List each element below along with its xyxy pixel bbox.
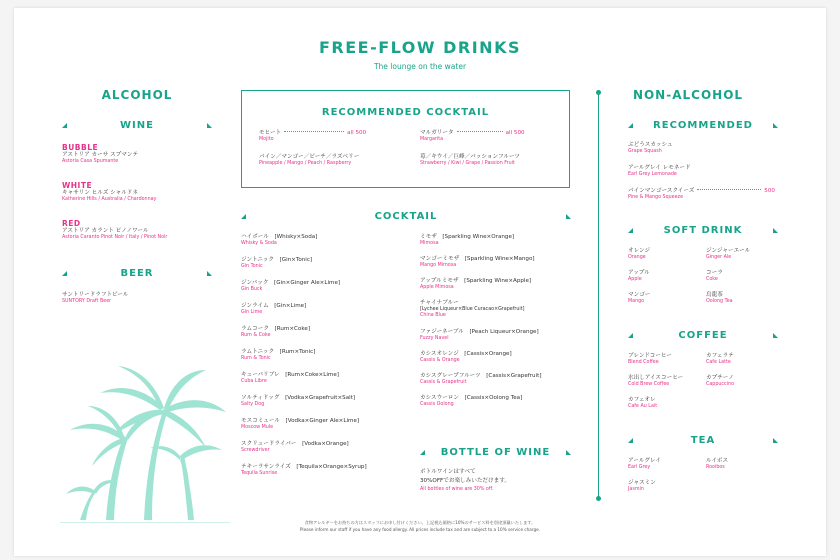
- item-name-jp: マンゴーミモザ [Sparkling Wine×Mango]: [420, 256, 535, 262]
- recommended-item: [628, 165, 691, 178]
- triangle-marker-icon: [773, 333, 778, 338]
- item-name-jp: カシスウーロン [Cassis×Oolong Tea]: [420, 395, 523, 401]
- item-name-en: Apple Mimosa: [420, 284, 454, 290]
- item-name-en: Jasmin: [628, 486, 644, 492]
- triangle-marker-icon: [207, 271, 212, 276]
- triangle-marker-icon: [628, 438, 633, 443]
- recommended-item: [628, 142, 673, 155]
- menu-item: [628, 292, 650, 305]
- column-divider: [598, 92, 599, 498]
- item-name-en: Apple: [628, 276, 642, 282]
- item-name-jp: カプチーノ: [706, 375, 734, 381]
- page-title: FREE-FLOW DRINKS: [319, 38, 521, 57]
- item-name-jp: マルガリータ: [420, 130, 454, 136]
- triangle-marker-icon: [773, 228, 778, 233]
- menu-item: [241, 418, 359, 431]
- item-name-jp: カシスグレープフルーツ [Cassis×Grapefruit]: [420, 373, 542, 379]
- item-name-jp: ぶどうスカッシュ: [628, 142, 673, 148]
- item-name-en: Gin Buck: [241, 286, 263, 292]
- menu-item: [706, 353, 734, 366]
- item-name-en: Cassis Oolong: [420, 401, 454, 407]
- item-name-jp: 苺／キウイ／巨峰／パッションフルーツ: [420, 154, 520, 160]
- item-name-en: Fuzzy Navel: [420, 335, 449, 341]
- item-name-jp: ジンジャーエール: [706, 248, 751, 254]
- recommended-cocktail-item: [420, 154, 520, 167]
- soft-drink-section-header: [628, 225, 778, 236]
- item-name-en: Tequila Sunrise: [241, 470, 278, 476]
- menu-item: [420, 373, 542, 386]
- triangle-marker-icon: [628, 123, 633, 128]
- item-name-en: Screwdriver: [241, 447, 270, 453]
- item-name-jp: ラムコーク [Rum×Coke]: [241, 326, 310, 332]
- beer-section-header: [62, 268, 212, 279]
- cocktail-label: COCKTAIL: [374, 211, 438, 222]
- item-name-jp: サントリードラフトビール: [62, 292, 129, 298]
- item-name-jp: パインマンゴースクイーズ: [628, 188, 695, 194]
- menu-item: [628, 353, 672, 366]
- palm-tree-illustration: [60, 348, 230, 523]
- item-name-jp: ジンバック [Gin×Ginger Ale×Lime]: [241, 280, 341, 286]
- category-label: BUBBLE: [62, 143, 99, 152]
- item-name-en: China Blue: [420, 312, 446, 318]
- beer-item: [62, 292, 129, 305]
- menu-item: [628, 270, 650, 283]
- menu-item: [628, 248, 650, 261]
- menu-item: [420, 234, 514, 247]
- item-name-en: Katherine Hills / Australia / Chardonnay: [62, 197, 157, 203]
- item-name-jp: テキーラサンライズ [Tequila×Orange×Syrup]: [241, 464, 367, 470]
- menu-item: [241, 303, 306, 316]
- item-name-jp: パイン／マンゴー／ピーチ／ラズベリー: [259, 154, 360, 160]
- item-name-en: Rooibos: [706, 464, 725, 470]
- menu-item: [420, 300, 525, 319]
- recommended-label: RECOMMENDED: [653, 120, 753, 131]
- category-label: WHITE: [62, 181, 93, 190]
- coffee-section-header: [628, 330, 778, 341]
- item-name-jp: 烏龍茶: [706, 292, 723, 298]
- item-name-en: Strawberry / Kiwi / Grape / Passion Fruit: [420, 160, 515, 166]
- item-name-en: Whisky & Soda: [241, 240, 277, 246]
- menu-item: [420, 329, 539, 342]
- item-name-jp: カフェオレ: [628, 397, 656, 403]
- wine-white: [62, 181, 156, 203]
- item-name-en: SUNTORY Draft Beer: [62, 298, 112, 304]
- item-name-en: Blend Coffee: [628, 359, 659, 365]
- bottle-label: BOTTLE OF WINE: [440, 447, 551, 458]
- item-name-en: Coke: [706, 276, 718, 282]
- item-name-jp: スクリュードライバー [Vodka×Orange]: [241, 441, 349, 447]
- item-name-en: Pine & Mango Squeeze: [628, 194, 684, 200]
- menu-item: [706, 375, 734, 388]
- triangle-marker-icon: [420, 450, 425, 455]
- item-name-en: Orange: [628, 254, 646, 260]
- soft-drink-label: SOFT DRINK: [663, 225, 743, 236]
- menu-item: [628, 375, 683, 388]
- item-name-en: Margarita: [420, 136, 444, 142]
- item-name-jp: ルイボス: [706, 458, 729, 464]
- item-ingredients: [Lychee Liqueur×Blue Curacao×Grapefruit]: [420, 306, 525, 312]
- item-name-jp: ラムトニック [Rum×Tonic]: [241, 349, 316, 355]
- menu-item: [420, 278, 531, 291]
- item-name-en: Mango: [628, 298, 645, 304]
- item-name-en: Rum & Coke: [241, 332, 271, 338]
- item-price: all 500: [505, 130, 525, 136]
- item-name-jp: キューバリブレ [Rum×Coke×Lime]: [241, 372, 339, 378]
- item-name-en: Moscow Mule: [241, 424, 274, 430]
- triangle-marker-icon: [62, 271, 67, 276]
- triangle-marker-icon: [207, 123, 212, 128]
- item-name-jp: アップル: [628, 270, 650, 276]
- triangle-marker-icon: [628, 333, 633, 338]
- menu-item: [706, 458, 728, 471]
- menu-item: [241, 280, 340, 293]
- item-name-en: Gin Tonic: [241, 263, 263, 269]
- item-name-en: Ginger Ale: [706, 254, 732, 260]
- triangle-marker-icon: [566, 214, 571, 219]
- cocktail-section-header: [241, 211, 571, 222]
- item-name-en: Astoria Casa Spumante: [62, 159, 119, 165]
- menu-item: [706, 248, 750, 261]
- item-price: all 500: [347, 130, 367, 136]
- item-name-jp: アストリア カーサ スプマンテ: [62, 152, 139, 159]
- tea-section-header: [628, 435, 778, 446]
- divider-dot: [596, 496, 601, 501]
- menu-item: [706, 270, 723, 283]
- item-name-en: Cafe Latte: [706, 359, 731, 365]
- item-name-jp: ソルティドッグ [Vodka×Grapefruit×Salt]: [241, 395, 356, 401]
- beer-label: BEER: [120, 268, 154, 279]
- triangle-marker-icon: [241, 214, 246, 219]
- coffee-label: COFFEE: [678, 330, 728, 341]
- item-name-jp: マンゴー: [628, 292, 651, 298]
- item-name-en: Grape Squash: [628, 148, 662, 154]
- item-name-jp: ハイボール [Whisky×Soda]: [241, 234, 318, 240]
- item-name-jp: モヒート: [259, 130, 282, 136]
- item-name-en: Mango Mimosa: [420, 262, 457, 268]
- menu-item: [241, 395, 355, 408]
- item-name-en: Rum & Tonic: [241, 355, 271, 361]
- bottle-note-en: All bottles of wine are 30% off.: [420, 486, 494, 492]
- menu-item: [628, 397, 657, 410]
- item-name-en: Gin Lime: [241, 309, 263, 315]
- wine-section-header: [62, 120, 212, 131]
- menu-item: [420, 351, 512, 364]
- menu-item: [241, 234, 317, 247]
- item-name-jp: ジントニック [Gin×Tonic]: [241, 257, 313, 263]
- dotted-leader: [697, 189, 761, 190]
- item-name-jp: 水出しアイスコーヒー: [628, 375, 684, 381]
- item-name-en: Mimosa: [420, 240, 439, 246]
- page-subtitle: The lounge on the water: [373, 62, 467, 71]
- menu-item: [706, 292, 733, 305]
- category-label: RED: [62, 219, 81, 228]
- dotted-leader: [457, 131, 503, 132]
- bottle-section-header: [420, 447, 571, 458]
- item-name-en: Earl Grey: [628, 464, 651, 470]
- menu-item: [241, 326, 310, 339]
- tea-label: TEA: [690, 435, 716, 446]
- menu-item: [420, 256, 535, 269]
- non-alcohol-heading: NON-ALCOHOL: [632, 88, 744, 102]
- item-name-en: Cassis & Orange: [420, 357, 460, 363]
- item-name-jp: カシスオレンジ [Cassis×Orange]: [420, 351, 512, 357]
- alcohol-heading: ALCOHOL: [101, 88, 173, 102]
- menu-item: [241, 349, 315, 362]
- wine-red: [62, 219, 167, 241]
- footer-note-en: Please inform our staff if you have any food allergy. All prices include tax and are subject to a 10% service charge.: [299, 527, 541, 532]
- bottle-note-jp2: 30%OFFでお楽しみいただけます。: [420, 477, 510, 484]
- item-price: 500: [764, 188, 775, 194]
- recommended-item: [628, 188, 775, 201]
- menu-item: [241, 257, 312, 270]
- item-name-jp: カフェラテ: [706, 353, 734, 359]
- bottle-note: [420, 468, 510, 494]
- menu-item: [241, 464, 367, 477]
- item-name-jp: アップルミモザ [Sparkling Wine×Apple]: [420, 278, 532, 284]
- menu-item: [241, 441, 349, 454]
- item-name-jp: ファジーネーブル [Peach Liqueur×Orange]: [420, 329, 539, 335]
- triangle-marker-icon: [628, 228, 633, 233]
- footer-note-jp: 食物アレルギーをお持ちの方はスタッフにお申し付けください。上記税込価格に10%のサービス料を別途頂戴いたします。: [304, 520, 536, 525]
- item-name-en: Cold Brew Coffee: [628, 381, 670, 387]
- item-name-en: Cafe Au Lait: [628, 403, 658, 409]
- triangle-marker-icon: [62, 123, 67, 128]
- menu-item: [241, 372, 339, 385]
- item-name-en: Astoria Caranto Pinot Noir / Italy / Pinot Noir: [62, 235, 168, 241]
- menu-item: [420, 395, 522, 408]
- triangle-marker-icon: [566, 450, 571, 455]
- item-name-jp: アールグレイ レモネード: [628, 165, 691, 171]
- item-name-jp: キャサリン ヒルズ シャルドネ: [62, 190, 138, 197]
- item-name-jp: モスコミュール [Vodka×Ginger Ale×Lime]: [241, 418, 360, 424]
- menu-item: [628, 458, 661, 471]
- item-name-jp: アールグレイ: [628, 458, 661, 464]
- recommended-cocktail-item: [420, 130, 525, 143]
- item-name-en: Cassis & Grapefruit: [420, 379, 467, 385]
- triangle-marker-icon: [773, 438, 778, 443]
- item-name-jp: オレンジ: [628, 248, 651, 254]
- wine-label: WINE: [120, 120, 154, 131]
- recommended-cocktail-item: [259, 154, 359, 167]
- wine-bubble: [62, 143, 138, 165]
- item-name-en: Cuba Libre: [241, 378, 267, 384]
- item-name-jp: コーラ: [706, 270, 723, 276]
- recommended-cocktail-item: [259, 130, 366, 143]
- item-name-en: Earl Grey Lemonade: [628, 171, 677, 177]
- item-name-jp: チャイナブルー: [420, 300, 459, 306]
- recommended-cocktail-label: RECOMMENDED COCKTAIL: [321, 107, 490, 118]
- item-name-en: Salty Dog: [241, 401, 265, 407]
- item-name-jp: アストリア カラント ピノノワール: [62, 228, 149, 235]
- item-name-jp: ジャスミン: [628, 480, 656, 486]
- item-name-en: Oolong Tea: [706, 298, 733, 304]
- item-name-jp: ブレンドコーヒー: [628, 353, 672, 359]
- item-name-en: Pineapple / Mango / Peach / Raspberry: [259, 160, 352, 166]
- bottle-note-jp1: ボトルワインはすべて: [420, 469, 476, 475]
- item-name-en: Cappuccino: [706, 381, 735, 387]
- dotted-leader: [284, 131, 344, 132]
- recommended-section-header: [628, 120, 778, 131]
- item-name-jp: ミモザ [Sparkling Wine×Orange]: [420, 234, 515, 240]
- item-name-en: Mojito: [259, 136, 274, 142]
- item-name-jp: ジンライム [Gin×Lime]: [241, 303, 307, 309]
- menu-item: [628, 480, 656, 493]
- triangle-marker-icon: [773, 123, 778, 128]
